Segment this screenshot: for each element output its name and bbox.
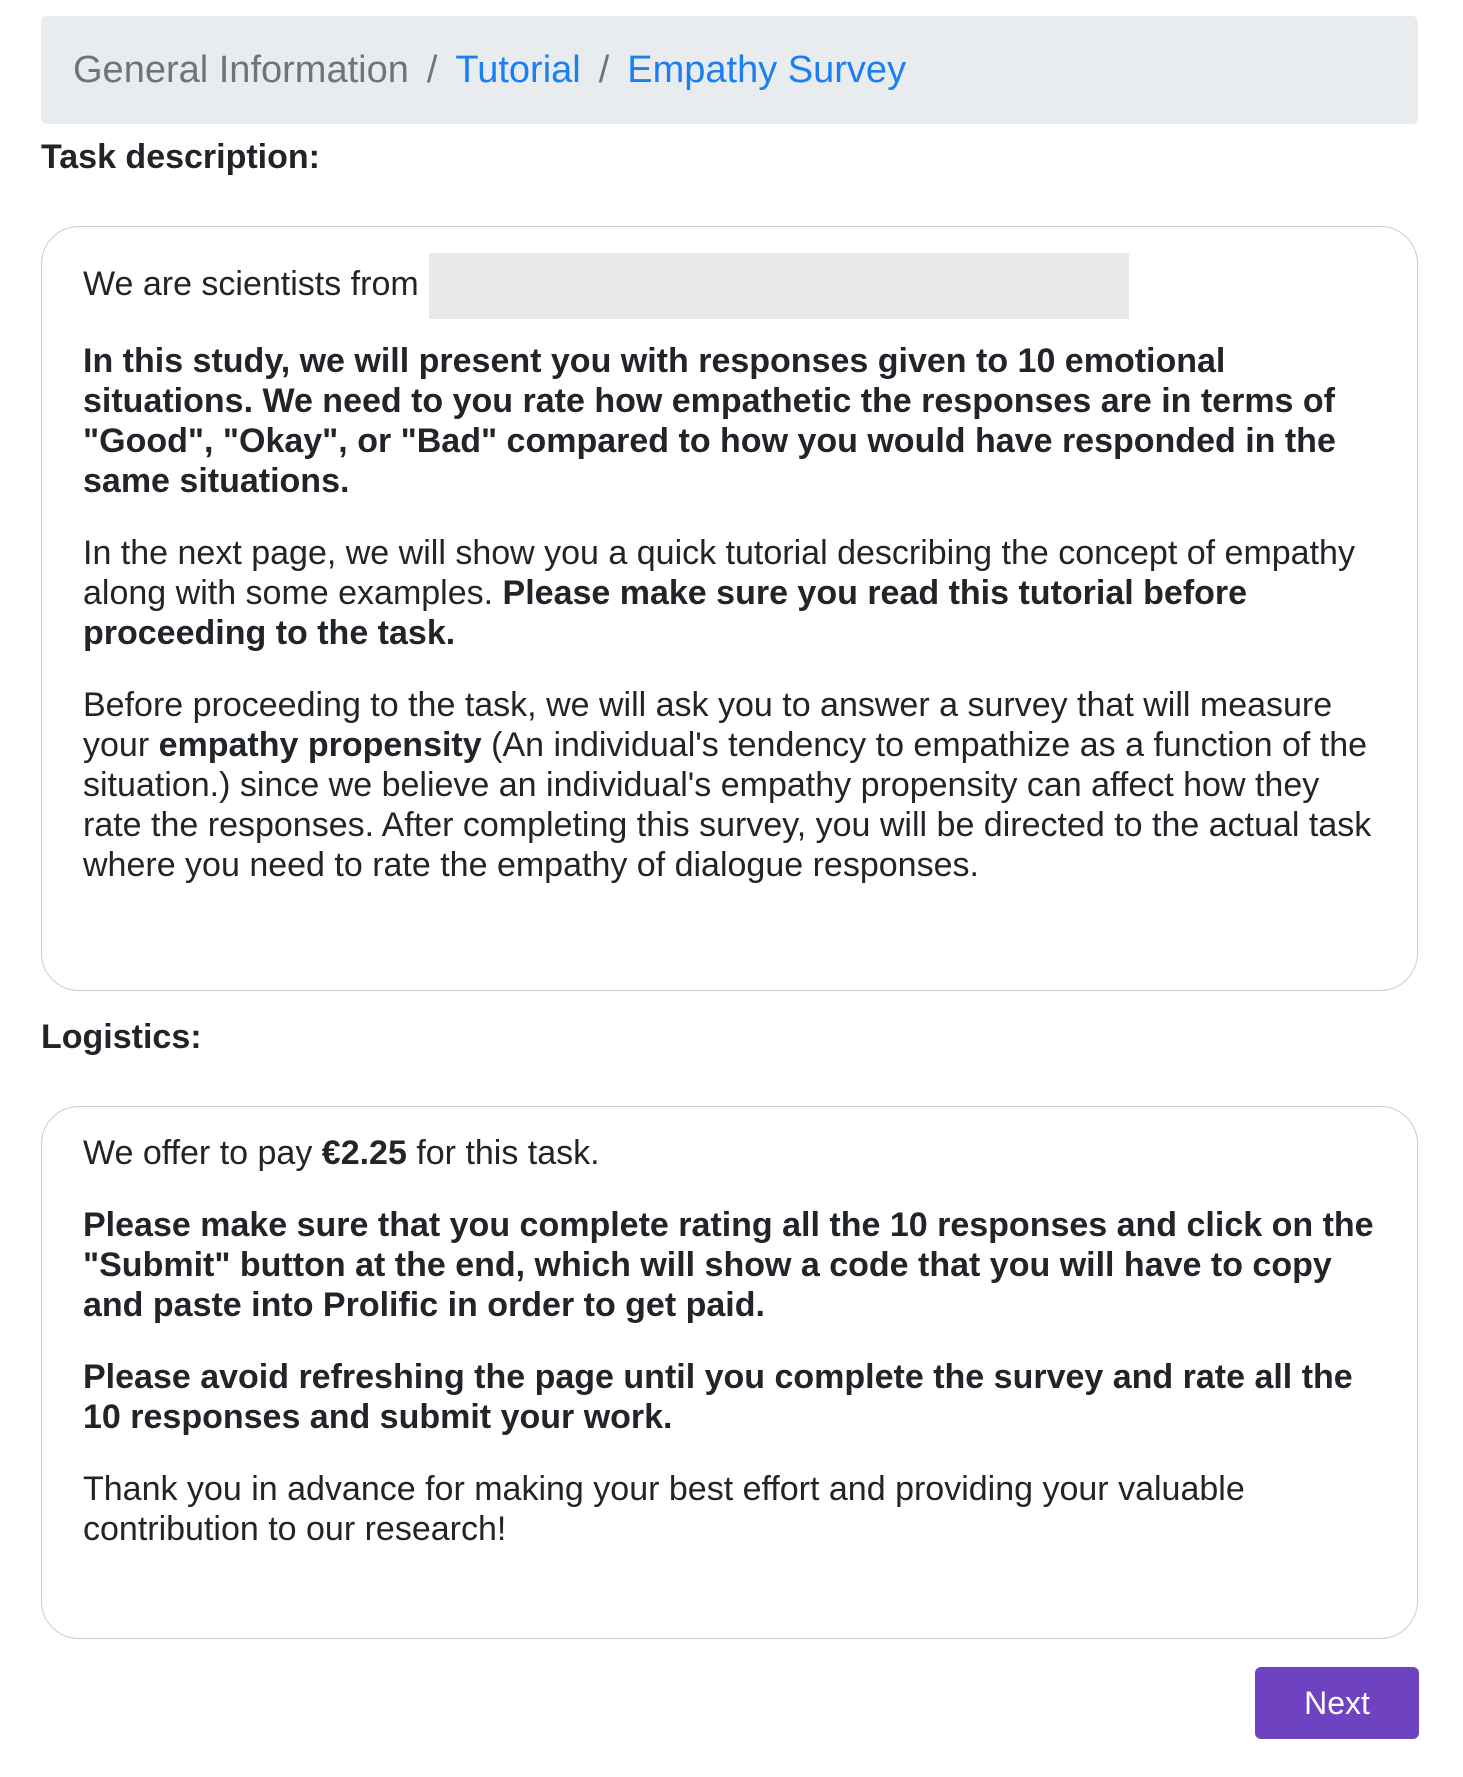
breadcrumb-separator: / — [598, 48, 610, 91]
payment-prefix: We offer to pay — [83, 1134, 313, 1172]
tutorial-paragraph — [83, 533, 1377, 653]
completion-instructions-paragraph: Please make sure that you complete rating all the 10 responses and click on the "Submit" button at the end, which will show a code that you will have to copy and paste into Prolific in order to get paid. — [83, 1206, 1374, 1324]
survey-text-2: (An individual's tendency to empathize as a function of the situation.) since we believe an individual's empathy propensity can affect how they rate the responses. After completing this survey, you will be directed to the actual task where you need to rate the empathy of dialogue responses. — [83, 726, 1372, 884]
tutorial-emphasis: Please make sure you read this tutorial before proceeding to the task. — [83, 574, 1248, 652]
tutorial-text: In the next page, we will show you a quick tutorial describing the concept of empathy along with some examples. — [83, 534, 1355, 612]
task-description-heading: Task description: — [41, 138, 320, 176]
payment-paragraph — [83, 1133, 1377, 1173]
task-description-card — [41, 226, 1418, 991]
intro-paragraph — [83, 253, 1377, 319]
survey-paragraph — [83, 685, 1377, 885]
intro-text: We are scientists from — [83, 264, 419, 303]
redacted-affiliation — [429, 253, 1129, 319]
breadcrumb-item-tutorial[interactable]: Tutorial — [455, 48, 581, 91]
empathy-propensity-term: empathy propensity — [158, 726, 482, 764]
payment-suffix: for this task. — [416, 1134, 600, 1172]
next-button[interactable]: Next — [1255, 1667, 1419, 1739]
logistics-heading: Logistics: — [41, 1018, 202, 1056]
breadcrumb-separator: / — [426, 48, 438, 91]
breadcrumb-item-general-information: General Information — [73, 48, 409, 91]
logistics-card — [41, 1106, 1418, 1639]
study-summary-paragraph: In this study, we will present you with responses given to 10 emotional situations. We need to you rate how empathetic the responses are in terms of "Good", "Okay", or "Bad" compared to how you would have responded in the same situations. — [83, 342, 1336, 500]
payment-amount: €2.25 — [321, 1134, 407, 1172]
thank-you-paragraph: Thank you in advance for making your best effort and providing your valuable contribution to our research! — [83, 1470, 1245, 1548]
refresh-warning-paragraph: Please avoid refreshing the page until you complete the survey and rate all the 10 responses and submit your work. — [83, 1358, 1353, 1436]
breadcrumb — [41, 16, 1418, 124]
breadcrumb-item-empathy-survey[interactable]: Empathy Survey — [627, 48, 907, 91]
survey-text-1: Before proceeding to the task, we will ask you to answer a survey that will measure your — [83, 686, 1333, 764]
